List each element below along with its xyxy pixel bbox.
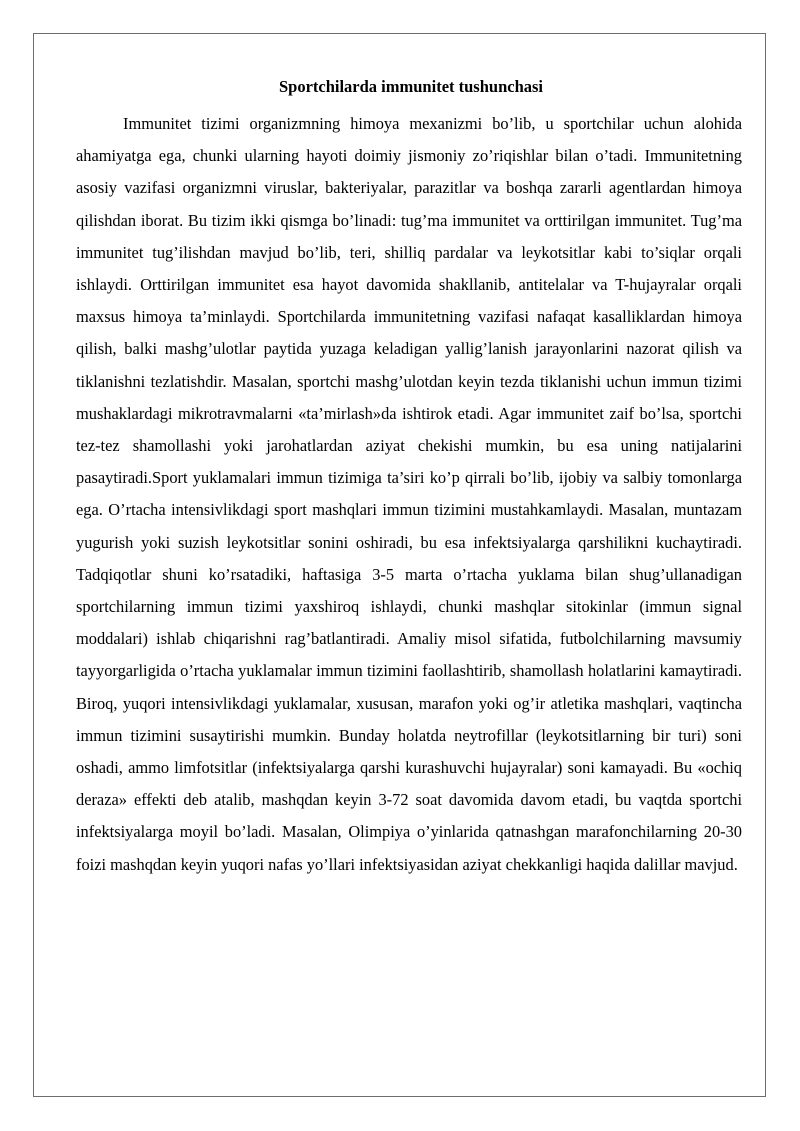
document-title: Sportchilarda immunitet tushunchasi: [278, 77, 544, 96]
body-paragraph: Immunitet tizimi organizmning himoya mexanizmi bo’lib, u sportchilar uchun alohida ahamiyatga ega, chunki ularning hayoti doimiy jismoniy zo’riqishlar bilan o’tadi. Immunitetning asosiy vazifasi organizmni viruslar, bakteriyalar, parazitlar va boshqa zararli agentlardan himoya qilishdan iborat. Bu tizim ikki qismga bo’linadi: tug’ma immunitet va orttirilgan immunitet. Tug’ma immunitet tug’ilishdan mavjud bo’lib, teri, shilliq pardalar va leykotsitlar kabi to’siqlar orqali ishlaydi. Orttirilgan immunitet esa hayot davomida shakllanib, antitelalar va T-hujayralar orqali maxsus himoya ta’minlaydi. Sportchilarda immunitetning vazifasi nafaqat kasalliklardan himoya qilish, balki mashg’ulotlar paytida yuzaga keladigan yallig’lanish jarayonlarini nazorat qilish va tiklanishni tezlatishdir. Masalan, sportchi mashg’ulotdan keyin tezda tiklanishi uchun immun tizimi mushaklardagi mikrotravmalarni «ta’mirlash»da ishtirok etadi. Agar immunitet zaif bo’lsa, sportchi tez-tez shamollashi yoki jarohatlardan aziyat chekishi mumkin, bu esa uning natijalarini pasaytiradi.Sport yuklamalari immun tizimiga ta’siri ko’p qirrali bo’lib, ijobiy va salbiy tomonlarga ega. O’rtacha intensivlikdagi sport mashqlari immun tizimini mustahkamlaydi. Masalan, muntazam yugurish yoki suzish leykotsitlar sonini oshiradi, bu esa infektsiyalarga qarshilikni kuchaytiradi. Tadqiqotlar shuni ko’rsatadiki, haftasiga 3-5 marta o’rtacha yuklama bilan shug’ullanadigan sportchilarning immun tizimi yaxshiroq ishlaydi, chunki mashqlar sitokinlar (immun signal moddalari) ishlab chiqarishni rag’batlantiradi. Amaliy misol sifatida, futbolchilarning mavsumiy tayyorgarligida o’rtacha yuklamalar immun tizimini faollashtirib, shamollash holatlarini kamaytiradi. Biroq, yuqori intensivlikdagi yuklamalar, xususan, marafon yoki og’ir atletika mashqlari, vaqtincha immun tizimini susaytirishi mumkin. Bunday holatda neytrofillar (leykotsitlarning bir turi) soni oshadi, ammo limfotsitlar (infektsiyalarga qarshi kurashuvchi hujayralar) soni kamayadi. Bu «ochiq deraza» effekti deb atalib, mashqdan keyin 3-72 soat davomida davom etadi, bu vaqtda sportchi infektsiyalarga moyil bo’ladi. Masalan, Olimpiya o’yinlarida qatnashgan marafonchilarning 20-30 foizi mashqdan keyin yuqori nafas yo’llari infektsiyasidan aziyat chekkanligi haqida dalillar mavjud.: [76, 114, 742, 874]
